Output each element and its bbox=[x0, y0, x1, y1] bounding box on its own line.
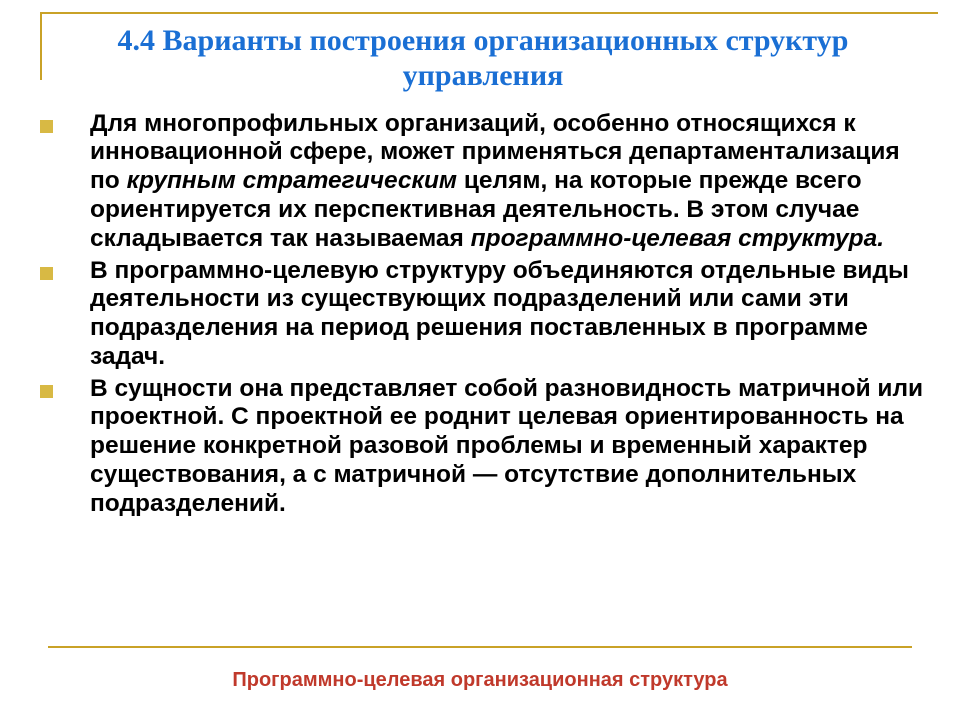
bullet-square-icon bbox=[40, 385, 53, 398]
title-block bbox=[0, 0, 960, 98]
list-item bbox=[28, 257, 934, 372]
page-title: 4.4 Варианты построения организационных структур управления bbox=[117, 24, 849, 92]
list-item-text: В программно-целевую структуру объединяются отдельные виды деятельности из существующих подразделений или сами эти подразделения на период решения поставленных в программе задач. bbox=[90, 256, 909, 370]
title-left-rule bbox=[40, 12, 42, 80]
list-item-text: Для многопрофильных организаций, особенно относящихся к инновационной сфере, может применяться департаментализация по крупным стратегическим целям, на которые прежде всего ориентируется их перспективная деятельность. В этом случае складывается так называемая программно-целевая структура. bbox=[90, 109, 900, 252]
footer-caption: Программно-целевая организационная структура bbox=[232, 669, 728, 691]
bullet-content bbox=[0, 98, 960, 519]
bullet-list bbox=[28, 110, 934, 519]
bullet-square-icon bbox=[40, 120, 53, 133]
bullet-square-icon bbox=[40, 267, 53, 280]
list-item-text: В сущности она представляет собой разновидность матричной или проектной. С проектной ее роднит целевая ориентированность на решение конкретной разовой проблемы и временный характер существования, а с матричной — отсутствие дополнительных подразделений. bbox=[90, 374, 924, 517]
footer-divider bbox=[48, 646, 912, 648]
list-item bbox=[28, 110, 934, 254]
list-item bbox=[28, 375, 934, 519]
